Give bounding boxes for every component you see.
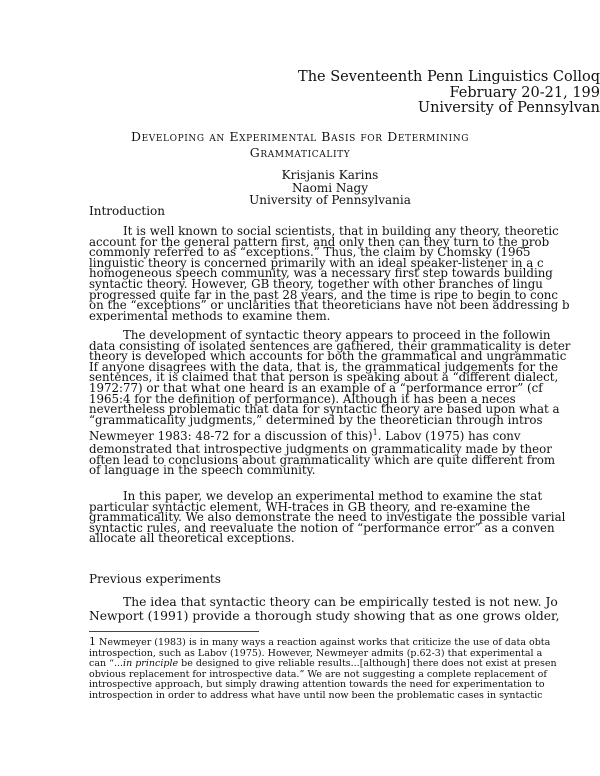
conference-header <box>270 70 600 117</box>
text-line: on the “exceptions” or unclarities that theoreticians have not been addressing b <box>89 298 570 313</box>
paper-title-line1: Developing an Experimental Basis for Determining <box>130 129 470 144</box>
text-line: linguistic theory is concerned primarily with an ideal speaker-listener in a c <box>89 255 544 270</box>
text-line: commonly referred to as “exceptions.” Thus, the claim by Chomsky (1965 <box>89 245 531 260</box>
conference-dates: February 20-21, 199 <box>449 85 600 101</box>
author-block <box>200 169 460 207</box>
text-line: experimental methods to examine them. <box>89 308 331 322</box>
text-line: grammaticality. We also demonstrate the need to investigate the possible varial <box>89 510 566 525</box>
text-line: of language in the speech community. <box>89 463 316 477</box>
footnote-line: introspection in order to address what have until now been the problematic cases in syntactic <box>89 689 543 701</box>
text-line: “grammaticality judgments,” determined by the theoretician through intros <box>89 412 543 427</box>
text-line: If anyone disagrees with the data, that is, the grammatical judgements for the <box>89 359 559 374</box>
conference-venue: University of Pennsylvan <box>417 101 600 116</box>
text-line: sentences, it is claimed that that person is speaking about a “different dialect, <box>89 370 559 385</box>
footnote-line <box>89 637 599 649</box>
text-line: Newport (1991) provide a thorough study showing that as one grows older, <box>89 608 560 623</box>
paragraph-intro-2 <box>89 330 600 476</box>
section-heading-introduction: Introduction <box>89 204 165 218</box>
text-line: In this paper, we develop an experimental method to examine the stat <box>123 491 543 503</box>
author-affiliation: University of Pennsylvania <box>249 193 411 207</box>
footnote-divider <box>89 631 259 632</box>
paragraph-previous-1 <box>89 596 600 623</box>
text-line: 1965:4 for the definition of performance). Although it has been a neces <box>89 391 516 406</box>
text-line: account for the general pattern first, and only then can they turn to the prob <box>89 234 550 249</box>
text-line: syntactic rules, and reevaluate the notion of “performance error” as a conven <box>89 520 555 535</box>
text-line: progressed quite far in the past 28 years, and the time is ripe to begin to conc <box>89 287 559 302</box>
text-line: theory is developed which accounts for both the grammatical and ungrammatic <box>89 349 567 364</box>
footnote-line: introspective approach, but simply drawing attention towards the need for experimentation to <box>89 679 545 691</box>
text-line: The development of syntactic theory appears to proceed in the followin <box>123 330 551 342</box>
footnote-mark: 1 <box>89 637 96 648</box>
text-line: demonstrated that introspective judgments on grammaticality made by theor <box>89 442 552 457</box>
emphasis-text: in principle <box>123 658 179 670</box>
text-line: 1972:77) or that what one heard is an example of a “performance error” (cf <box>89 380 543 395</box>
text-line: often lead to conclusions about grammaticality which are quite different from <box>89 452 556 467</box>
text-line: nevertheless problematic that data for syntactic theory are based upon what a <box>89 402 560 417</box>
text-span: Newmeyer 1983: 48-72 for a discussion of this) <box>89 429 373 444</box>
footnote-reference[interactable]: 1 <box>372 428 378 438</box>
paper-title <box>110 129 490 161</box>
text-span: . Labov (1975) has conv <box>377 429 521 444</box>
section-heading-previous-experiments: Previous experiments <box>89 572 221 586</box>
text-line: data consisting of isolated sentences are gathered, their grammaticality is deter <box>89 338 571 353</box>
footnote-line: obvious replacement for introspective data.” We are not suggesting a complete replacement of <box>89 668 547 680</box>
text-line: The idea that syntactic theory can be empirically tested is not new. Jo <box>123 596 558 609</box>
text-line: homogeneous speech community, was a necessary first step towards building <box>89 266 553 281</box>
text-line: allocate all theoretical exceptions. <box>89 531 295 544</box>
paragraph-intro-3 <box>89 491 600 544</box>
conference-name: The Seventeenth Penn Linguistics Colloq <box>298 70 600 85</box>
text-span: can “... <box>89 658 124 670</box>
paragraph-intro-1 <box>89 226 600 321</box>
text-line: syntactic theory. However, GB theory, together with other branches of lingu <box>89 276 543 291</box>
text-line: It is well known to social scientists, that in building any theory, theoretic <box>123 226 559 238</box>
text-line: particular syntactic element, WH-traces in GB theory, and re-examine the <box>89 499 531 514</box>
text-span: Newmeyer (1983) is in many ways a reaction against works that criticize the use of data obta <box>96 637 551 648</box>
paper-title-line2: Grammaticality <box>249 145 351 160</box>
footnote <box>89 637 599 702</box>
author-name: Naomi Nagy <box>291 180 369 195</box>
footnote-line: introspection, such as Labov (1975). However, Newmeyer admits (p.62-3) that experimental a <box>89 647 543 659</box>
text-span: be designed to give reliable results...[although] there does not exist at presen <box>178 658 557 670</box>
author-name: Krisjanis Karins <box>281 168 379 182</box>
